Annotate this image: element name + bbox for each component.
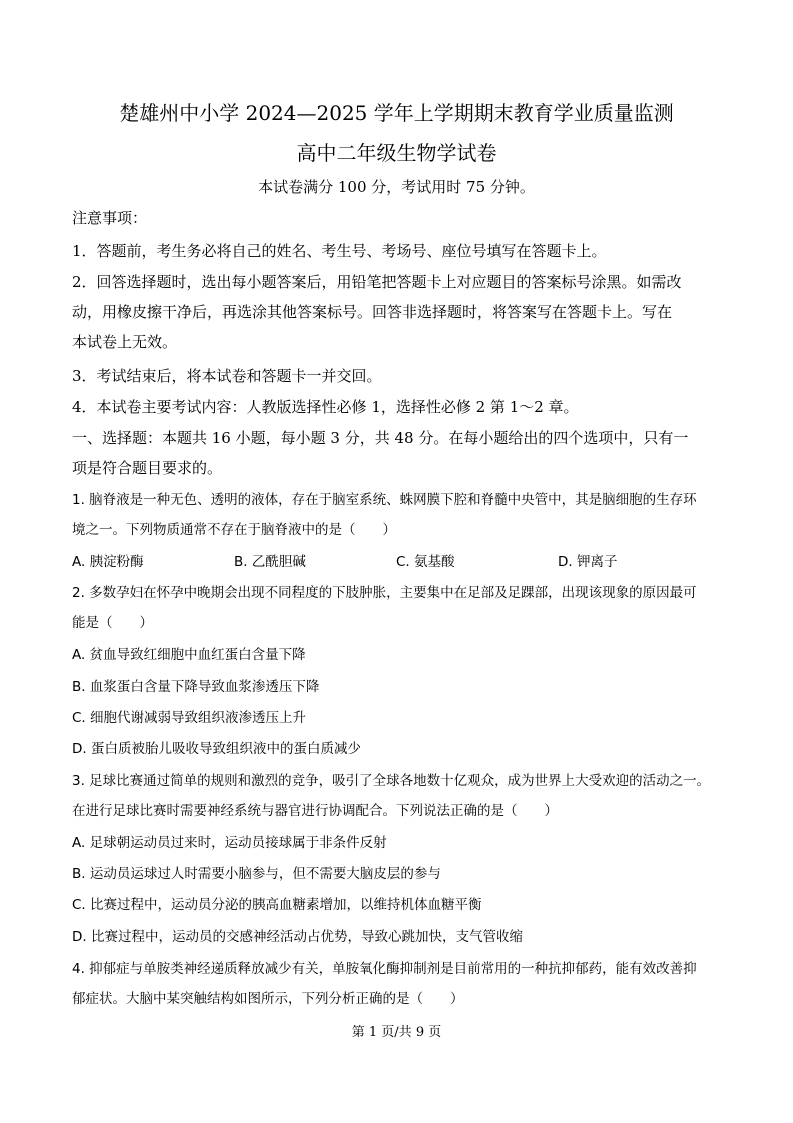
option-d: D. 蛋白质被胎儿吸收导致组织液中的蛋白质减少 — [72, 741, 361, 757]
option-b: B. 运动员运球过人时需要小脑参与，但不需要大脑皮层的参与 — [72, 866, 441, 882]
question-stem: 能是（ ） — [72, 615, 153, 631]
section-heading-line: 一、选择题：本题共 16 小题，每小题 3 分，共 48 分。在每小题给出的四个选项中，只有一 — [72, 429, 689, 447]
option-d: D. 钾离子 — [558, 554, 618, 570]
question-stem: 郁症状。大脑中某突触结构如图所示，下列分析正确的是（ ） — [72, 991, 464, 1007]
exam-info: 本试卷满分 100 分，考试用时 75 分钟。 — [258, 178, 535, 196]
notice-item: 3．考试结束后，将本试卷和答题卡一并交回。 — [72, 367, 382, 385]
option-d: D. 比赛过程中，运动员的交感神经活动占优势，导致心跳加快，支气管收缩 — [72, 929, 523, 945]
notice-heading: 注意事项： — [72, 209, 148, 227]
question-stem: 2. 多数孕妇在怀孕中晚期会出现不同程度的下肢肿胀，主要集中在足部及足踝部，出现该现象的原因最可 — [72, 585, 697, 601]
option-a: A. 足球朝运动员过来时，运动员接球属于非条件反射 — [72, 835, 387, 851]
notice-item: 2．回答选择题时，选出每小题答案后，用铅笔把答题卡上对应题目的答案标号涂黑。如需改 — [72, 273, 682, 291]
exam-subtitle: 高中二年级生物学试卷 — [296, 141, 497, 165]
option-a: A. 贫血导致红细胞中血红蛋白含量下降 — [72, 647, 306, 663]
section-heading-line: 项是符合题目要求的。 — [72, 459, 223, 477]
notice-item: 1．答题前，考生务必将自己的姓名、考生号、考场号、座位号填写在答题卡上。 — [72, 242, 607, 260]
question-stem: 1. 脑脊液是一种无色、透明的液体，存在于脑室系统、蛛网膜下腔和脊髓中央管中，其是脑细胞的生存环 — [72, 492, 697, 508]
option-b: B. 血浆蛋白含量下降导致血浆渗透压下降 — [72, 679, 320, 695]
option-a: A. 胰淀粉酶 — [72, 554, 144, 570]
question-stem: 境之一。下列物质通常不存在于脑脊液中的是（ ） — [72, 522, 396, 538]
notice-item: 4．本试卷主要考试内容：人教版选择性必修 1，选择性必修 2 第 1～2 章。 — [72, 398, 579, 416]
option-b: B. 乙酰胆碱 — [234, 554, 306, 570]
page-number: 第 1 页/共 9 页 — [351, 1025, 442, 1040]
notice-item: 动，用橡皮擦干净后，再选涂其他答案标号。回答非选择题时，将答案写在答题卡上。写在 — [72, 303, 673, 321]
option-c: C. 氨基酸 — [396, 554, 455, 570]
exam-title: 楚雄州中小学 2024—2025 学年上学期期末教育学业质量监测 — [119, 101, 674, 125]
question-stem: 3. 足球比赛通过简单的规则和激烈的竞争，吸引了全球各地数十亿观众，成为世界上大受欢迎的活动之一。 — [72, 773, 711, 789]
option-c: C. 细胞代谢减弱导致组织液渗透压上升 — [72, 710, 307, 726]
notice-item: 本试卷上无效。 — [72, 333, 178, 351]
question-stem: 在进行足球比赛时需要神经系统与器官进行协调配合。下列说法正确的是（ ） — [72, 803, 558, 819]
option-c: C. 比赛过程中，运动员分泌的胰高血糖素增加，以维持机体血糖平衡 — [72, 897, 482, 913]
question-stem: 4. 抑郁症与单胺类神经递质释放减少有关，单胺氧化酶抑制剂是目前常用的一种抗抑郁药，能有效改善抑 — [72, 961, 697, 977]
